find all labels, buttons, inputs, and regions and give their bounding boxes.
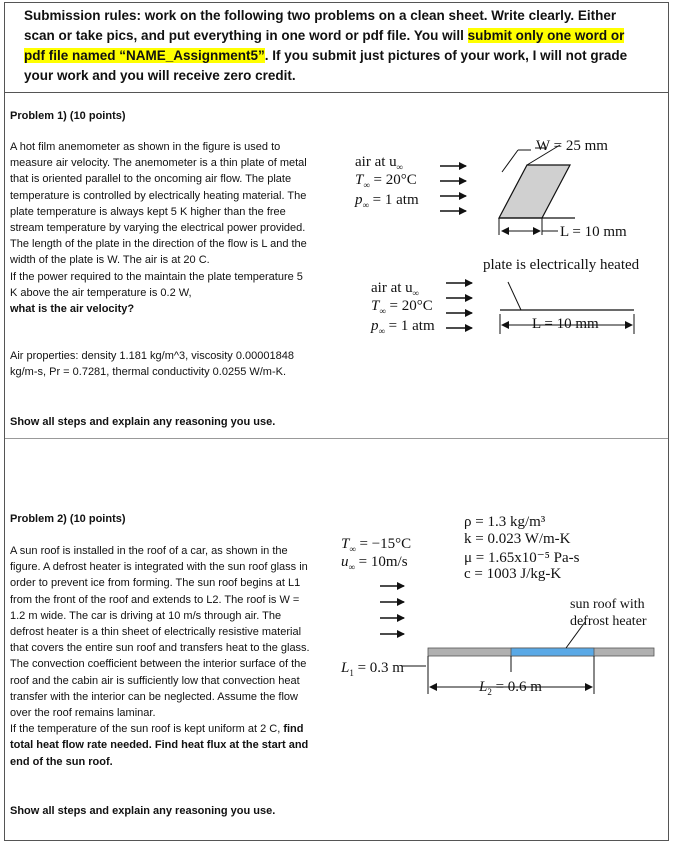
p2-sunroof-label-1: sun roof with — [570, 597, 645, 612]
p2-specific-heat: c = 1003 J/kg-K — [464, 566, 562, 582]
problem2-title: Problem 2) (10 points) — [10, 513, 126, 525]
problem2-show: Show all steps and explain any reasoning you use. — [10, 805, 276, 817]
p1-temp-label-top: $T_\infty = 20^\circ C$ — [355, 172, 417, 190]
p1-length-label-top: L = 10 mm — [560, 224, 627, 240]
p1-width-label: W = 25 mm — [536, 138, 608, 154]
p2-l1-label: $L_1 = 0.3$ m — [341, 660, 404, 678]
rules-text-1: Submission rules: work on the following two problems on a clean sheet. Write clearly. Either scan or take pics, and put everything in one word or pdf file. You will — [24, 8, 617, 43]
problem2-task: If the temperature of the sun roof is kept uniform at 2 C, find total heat flow rate needed. Find heat flux at the start and end of the sun roof. — [10, 723, 309, 768]
p1-heated-label: plate is electrically heated — [483, 257, 640, 273]
p2-l2-label: $L_2 = 0.6$ m — [476, 679, 545, 697]
p2-conductivity: k = 0.023 W/m-K — [464, 531, 571, 547]
rules-highlight: submit only one word or pdf file named “NAME_Assignment5” — [24, 28, 625, 63]
p2-viscosity: μ = 1.65x10⁻⁵ Pa-s — [464, 550, 580, 566]
p2-density: ρ = 1.3 kg/m³ — [464, 514, 546, 530]
p1-pressure-label-top: $p_\infty = 1$ atm — [355, 192, 419, 210]
p2-flow-arrows — [380, 586, 404, 634]
p1-length-label-bottom: L = 10 mm — [532, 316, 599, 332]
rules-text-2: . If you submit just pictures of your work, I will not grade your work and you will receive zero credit. — [24, 48, 628, 83]
problem1-power: If the power required to the maintain the plate temperature 5 K above the air temperature is 0.2 W, — [10, 270, 303, 299]
p1-temp-label-bottom: $T_\infty = 20^\circ C$ — [371, 298, 433, 316]
problem2-paragraph: A sun roof is installed in the roof of a car, as shown in the figure. A defrost heater is integrated with the sun roof glass in order to prevent ice from forming. The sun roof begins at L1 from the front of the roof and extends to L2. The roof is W = 1.2 m wide. The car is driving at 10 m/s through air. The defrost heater is a thin sheet of electrically resistive material that covers the entire sun roof and transfers heat to the glass. The convection coefficient between the interior surface of the roof and the cabin air is sufficiently low that convection heat transfer with the interior can be neglected. Assume the flow over the roof remains laminar. — [10, 545, 310, 720]
p2-temp-label: $T_\infty = -15^\circ C$ — [341, 536, 412, 554]
p1-air-label-top: air at $u_\infty$ — [355, 154, 404, 172]
problem1-properties: Air properties: density 1.181 kg/m^3, viscosity 0.00001848 kg/m-s, Pr = 0.7281, thermal conductivity 0.0255 W/m-K. — [10, 350, 294, 379]
p2-sunroof-label-2: defrost heater — [570, 614, 647, 629]
problem1-question: what is the air velocity? — [10, 303, 135, 316]
p1-pressure-label-bottom: $p_\infty = 1$ atm — [371, 318, 435, 336]
problem1-title: Problem 1) (10 points) — [10, 110, 126, 122]
p1-air-label-bottom: air at $u_\infty$ — [371, 280, 420, 298]
p2-sunroof — [511, 648, 594, 656]
problem1-show: Show all steps and explain any reasoning you use. — [10, 416, 276, 428]
p2-velocity-label: $u_\infty = 10m/s$ — [341, 554, 408, 572]
problem1-paragraph: A hot film anemometer as shown in the figure is used to measure air velocity. The anemometer is a thin plate of metal that is oriented parallel to the oncoming air flow. The plate temperature is controlled by electrically heating material. The plate temperature is always kept 5 K higher than the free stream temperature by varying the electrical power provided. The length of the plate in the direction of the flow is L and the width of the plate is W. The air is at 20 C. — [10, 141, 307, 267]
